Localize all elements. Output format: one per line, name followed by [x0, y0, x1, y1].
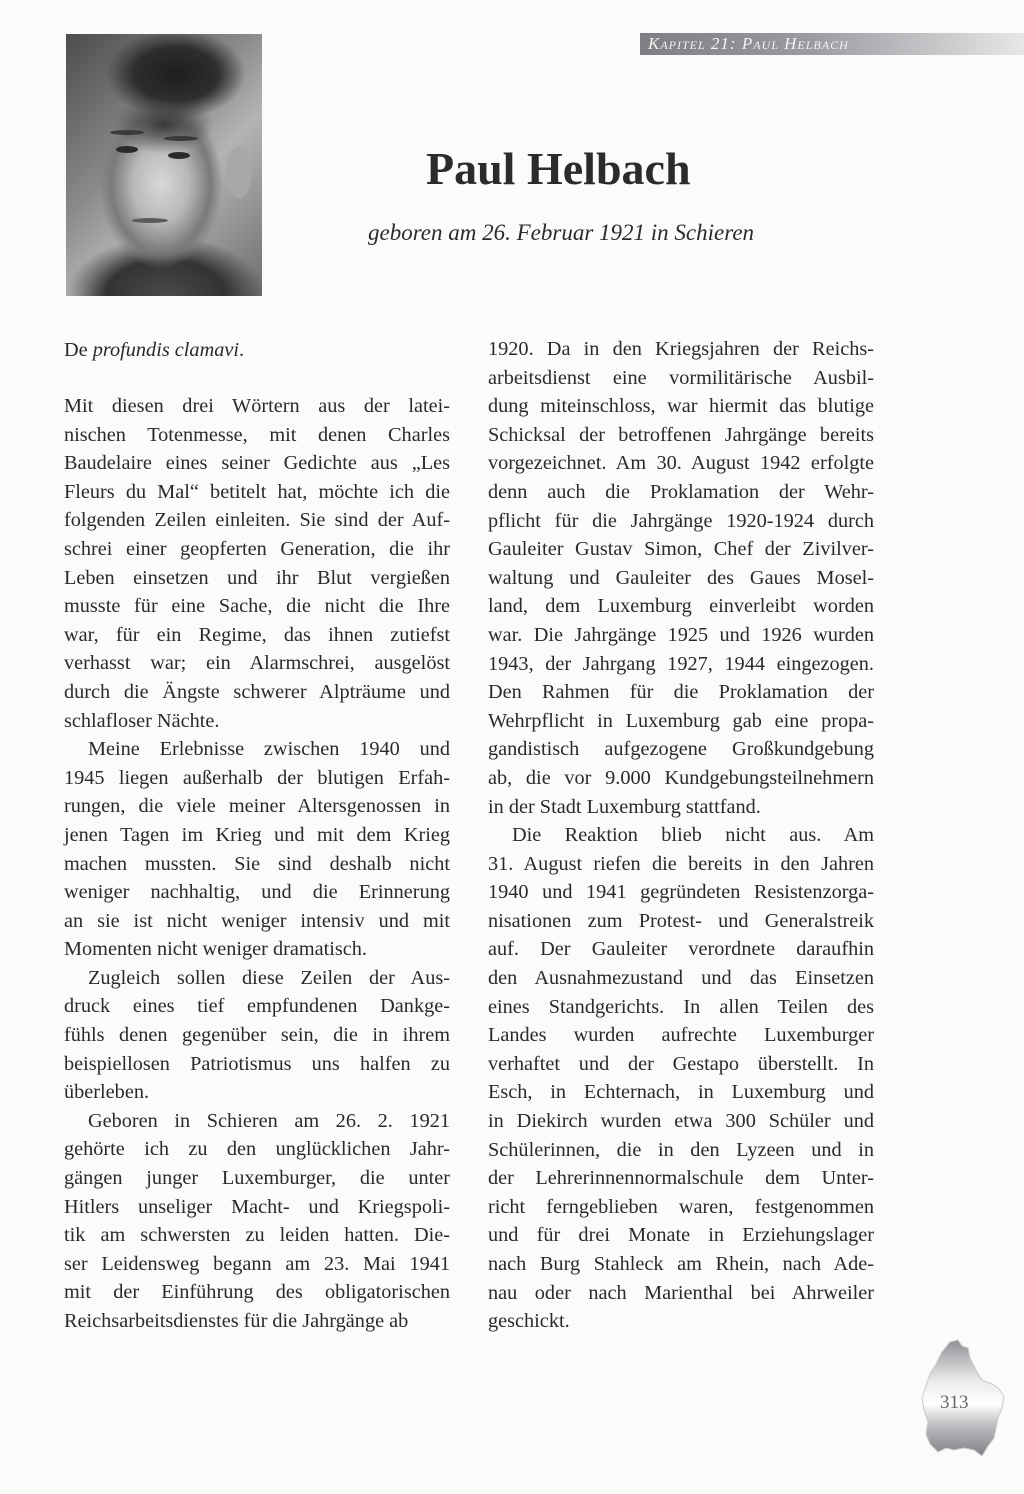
text-line: Geboren in Schieren am 26. 2. 1921: [88, 1109, 450, 1132]
text-line: richt ferngeblieben waren, festgenommen: [488, 1195, 874, 1218]
text-line: Schülerinnen, die in den Lyzeen und in: [488, 1138, 874, 1161]
page-number: 313: [940, 1392, 969, 1413]
text-line: nischen Totenmesse, mit denen Charles: [64, 423, 450, 446]
left-column: [64, 392, 450, 1336]
text-line: Leben einsetzen und ihr Blut vergießen: [64, 566, 450, 589]
text-line: mit der Einführung des obligatorischen: [64, 1281, 450, 1304]
text-line: 1920. Da in den Kriegsjahren der Reichs-: [488, 338, 874, 360]
text-line: Mit diesen drei Wörtern aus der latei-: [64, 395, 450, 417]
text-line: waltung und Gauleiter des Gaues Mosel-: [488, 566, 874, 589]
text-line: Reichsarbeitsdienstes für die Jahrgänge ab: [64, 1310, 409, 1332]
text-line: pflicht für die Jahrgänge 1920-1924 durch: [488, 509, 874, 532]
portrait-detail: [116, 146, 138, 153]
text-line: gängen junger Luxemburger, die unter: [64, 1167, 450, 1190]
right-column: [488, 335, 874, 1336]
text-line: und für drei Monate in Erziehungslager: [488, 1224, 874, 1247]
text-line: fühls denen gegenüber sein, die in ihrem: [64, 1024, 450, 1047]
text-line: eines Standgerichts. In allen Teilen des: [488, 995, 874, 1018]
text-line: denn auch die Proklamation der Wehr-: [488, 480, 874, 503]
text-line: ser Leidensweg begann am 23. Mai 1941: [64, 1252, 450, 1275]
text-line: geschickt.: [488, 1310, 570, 1333]
text-line: 1940 und 1941 gegründeten Resistenzorga-: [488, 881, 874, 904]
text-line: den Ausnahmezustand und das Einsetzen: [488, 967, 874, 990]
portrait-detail: [168, 152, 190, 159]
running-header-title: Kapitel 21: Paul Helbach: [648, 34, 849, 53]
text-line: auf. Der Gauleiter verordnete daraufhin: [488, 938, 874, 961]
portrait-detail: [226, 146, 252, 198]
text-line: land, dem Luxemburg einverleibt worden: [488, 595, 874, 618]
text-line: 1943, der Jahrgang 1927, 1944 eingezogen.: [488, 652, 874, 675]
epigraph-prefix: De: [64, 339, 93, 361]
text-line: Hitlers unseliger Macht- und Kriegspoli-: [64, 1195, 450, 1218]
text-line: in der Stadt Luxemburg stattfand.: [488, 795, 761, 818]
text-line: der Lehrerinnennormalschule dem Unter-: [488, 1167, 874, 1190]
text-line: 31. August riefen die bereits in den Jahren: [488, 852, 874, 875]
text-line: beispiellosen Patriotismus uns halfen zu: [64, 1052, 450, 1075]
text-line: rungen, die viele meiner Altersgenossen in: [64, 795, 450, 818]
text-line: Zugleich sollen diese Zeilen der Aus-: [88, 966, 450, 989]
text-line: schlafloser Nächte.: [64, 709, 220, 732]
portrait-detail: [110, 130, 144, 135]
portrait-photo: [66, 34, 262, 296]
text-line: Landes wurden aufrechte Luxemburger: [488, 1024, 874, 1047]
text-line: nau oder nach Marienthal bei Ahrweiler: [488, 1281, 874, 1304]
text-line: ab, die vor 9.000 Kundgebungsteilnehmern: [488, 766, 874, 789]
text-line: Baudelaire eines seiner Gedichte aus „Les: [64, 452, 450, 475]
epigraph-italic: profundis clamavi: [92, 339, 239, 361]
text-line: druck eines tief empfundenen Dankge-: [64, 995, 450, 1018]
text-line: gehörte ich zu den unglücklichen Jahr-: [64, 1138, 450, 1161]
text-line: Esch, in Echternach, in Luxemburg und: [488, 1081, 874, 1104]
text-line: musste für eine Sache, die nicht die Ihre: [64, 595, 450, 618]
text-line: war. Die Jahrgänge 1925 und 1926 wurden: [488, 623, 874, 646]
text-line: nisationen zum Protest- und Generalstreik: [488, 909, 874, 932]
text-line: Die Reaktion blieb nicht aus. Am: [512, 824, 874, 847]
text-line: machen mussten. Sie sind deshalb nicht: [64, 852, 450, 875]
text-line: schrei einer geopferten Generation, die ihr: [64, 537, 450, 560]
text-line: Schicksal der betroffenen Jahrgänge bereits: [488, 423, 874, 446]
text-line: Meine Erlebnisse zwischen 1940 und: [88, 738, 450, 761]
text-line: arbeitsdienst eine vormilitärische Ausbil-: [488, 366, 874, 389]
text-line: verhasst war; ein Alarmschrei, ausgelöst: [64, 652, 450, 675]
text-line: überleben.: [64, 1081, 150, 1104]
text-line: Gauleiter Gustav Simon, Chef der Zivilver-: [488, 538, 874, 561]
text-line: vorgezeichnet. Am 30. August 1942 erfolgte: [488, 452, 874, 475]
text-line: gandistisch aufgezogene Großkundgebung: [488, 738, 874, 761]
text-line: tik am schwersten zu leiden hatten. Die-: [64, 1224, 450, 1247]
page-title: Paul Helbach: [426, 143, 691, 194]
text-line: verhaftet und der Gestapo überstellt. In: [488, 1052, 874, 1075]
text-line: Fleurs du Mal“ betitelt hat, möchte ich die: [64, 480, 450, 503]
text-line: nach Burg Stahleck am Rhein, nach Ade-: [488, 1253, 874, 1275]
text-line: Wehrpflicht in Luxemburg gab eine propa-: [488, 709, 874, 732]
epigraph: [64, 336, 244, 364]
text-line: durch die Ängste schwerer Alpträume und: [64, 680, 450, 703]
text-line: dung miteinschloss, war hiermit das blutige: [488, 395, 874, 418]
text-line: war, für ein Regime, das ihnen zutiefst: [64, 623, 450, 646]
text-line: an sie ist nicht weniger intensiv und mit: [64, 909, 450, 932]
text-line: Den Rahmen für die Proklamation der: [488, 681, 874, 704]
text-line: in Diekirch wurden etwa 300 Schüler und: [488, 1110, 874, 1133]
epigraph-suffix: .: [239, 339, 245, 361]
portrait-detail: [132, 218, 168, 223]
text-line: folgenden Zeilen einleiten. Sie sind der Auf-: [64, 509, 450, 532]
text-line: Momenten nicht weniger dramatisch.: [64, 938, 368, 961]
text-line: weniger nachhaltig, und die Erinnerung: [64, 881, 450, 904]
portrait-detail: [164, 136, 198, 141]
page-subtitle: geboren am 26. Februar 1921 in Schieren: [368, 220, 755, 245]
text-line: jenen Tagen im Krieg und mit dem Krieg: [64, 823, 450, 846]
text-line: 1945 liegen außerhalb der blutigen Erfah-: [64, 766, 450, 789]
